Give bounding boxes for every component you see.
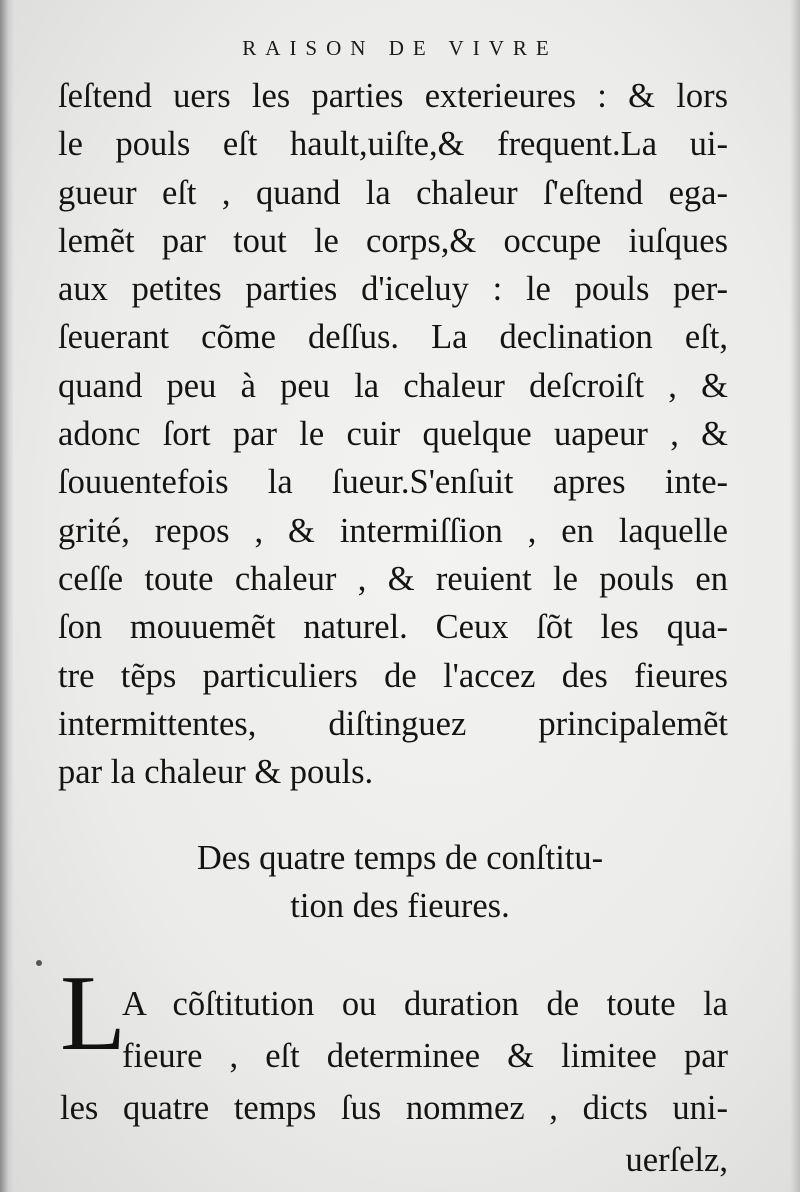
text-line: les quatre temps ſus nommez , dicts uni-: [60, 1089, 728, 1127]
text-line: ceſſe toute chaleur , & reuient le pouls en: [58, 559, 728, 598]
text-line: gueur eſt , quand la chaleur ſ'eſtend ega-: [58, 173, 728, 212]
text-line: tre tẽps particuliers de l'accez des fieures: [58, 656, 728, 695]
text-line: ſouuentefois la ſueur.S'enſuit apres inte-: [58, 463, 728, 502]
text-line: ſeſtend uers les parties exterieures : & lors: [58, 77, 728, 115]
page-edge-shadow: [790, 0, 800, 1192]
paragraph-2: [60, 978, 728, 1186]
section-title-line: Des quatre temps de conſtitu-: [196, 839, 604, 877]
text-line: A cõſtitution ou duration de toute la: [122, 985, 728, 1023]
running-head: RAISON DE VIVRE: [242, 36, 558, 60]
ink-speck: [36, 960, 42, 966]
drop-cap-initial: L: [60, 954, 126, 1073]
text-line: par la chaleur & pouls.: [58, 753, 374, 792]
text-line: le pouls eſt hault,uiſte,& frequent.La ui-: [58, 125, 728, 164]
text-line: fieure , eſt determinee & limitee par: [122, 1037, 728, 1075]
section-title: [0, 834, 800, 930]
text-line: intermittentes, diſtinguez principalemẽt: [58, 704, 728, 743]
text-line: uerſelz,: [625, 1141, 728, 1179]
text-line: aux petites parties d'iceluy : le pouls per-: [58, 270, 728, 309]
text-line: grité, repos , & intermiſſion , en laquelle: [58, 511, 728, 550]
paragraph-1: [58, 72, 728, 796]
text-line: ſeuerant cõme deſſus. La declination eſt,: [58, 318, 728, 357]
text-line: ſon mouuemẽt naturel. Ceux ſõt les qua-: [58, 608, 728, 647]
text-line: adonc ſort par le cuir quelque uapeur , &: [58, 415, 728, 454]
binding-shadow: [0, 0, 14, 1192]
text-line: lemẽt par tout le corps,& occupe iuſques: [58, 221, 728, 260]
section-title-line: tion des fieures.: [290, 887, 510, 925]
text-line: quand peu à peu la chaleur deſcroiſt , &: [58, 366, 728, 405]
